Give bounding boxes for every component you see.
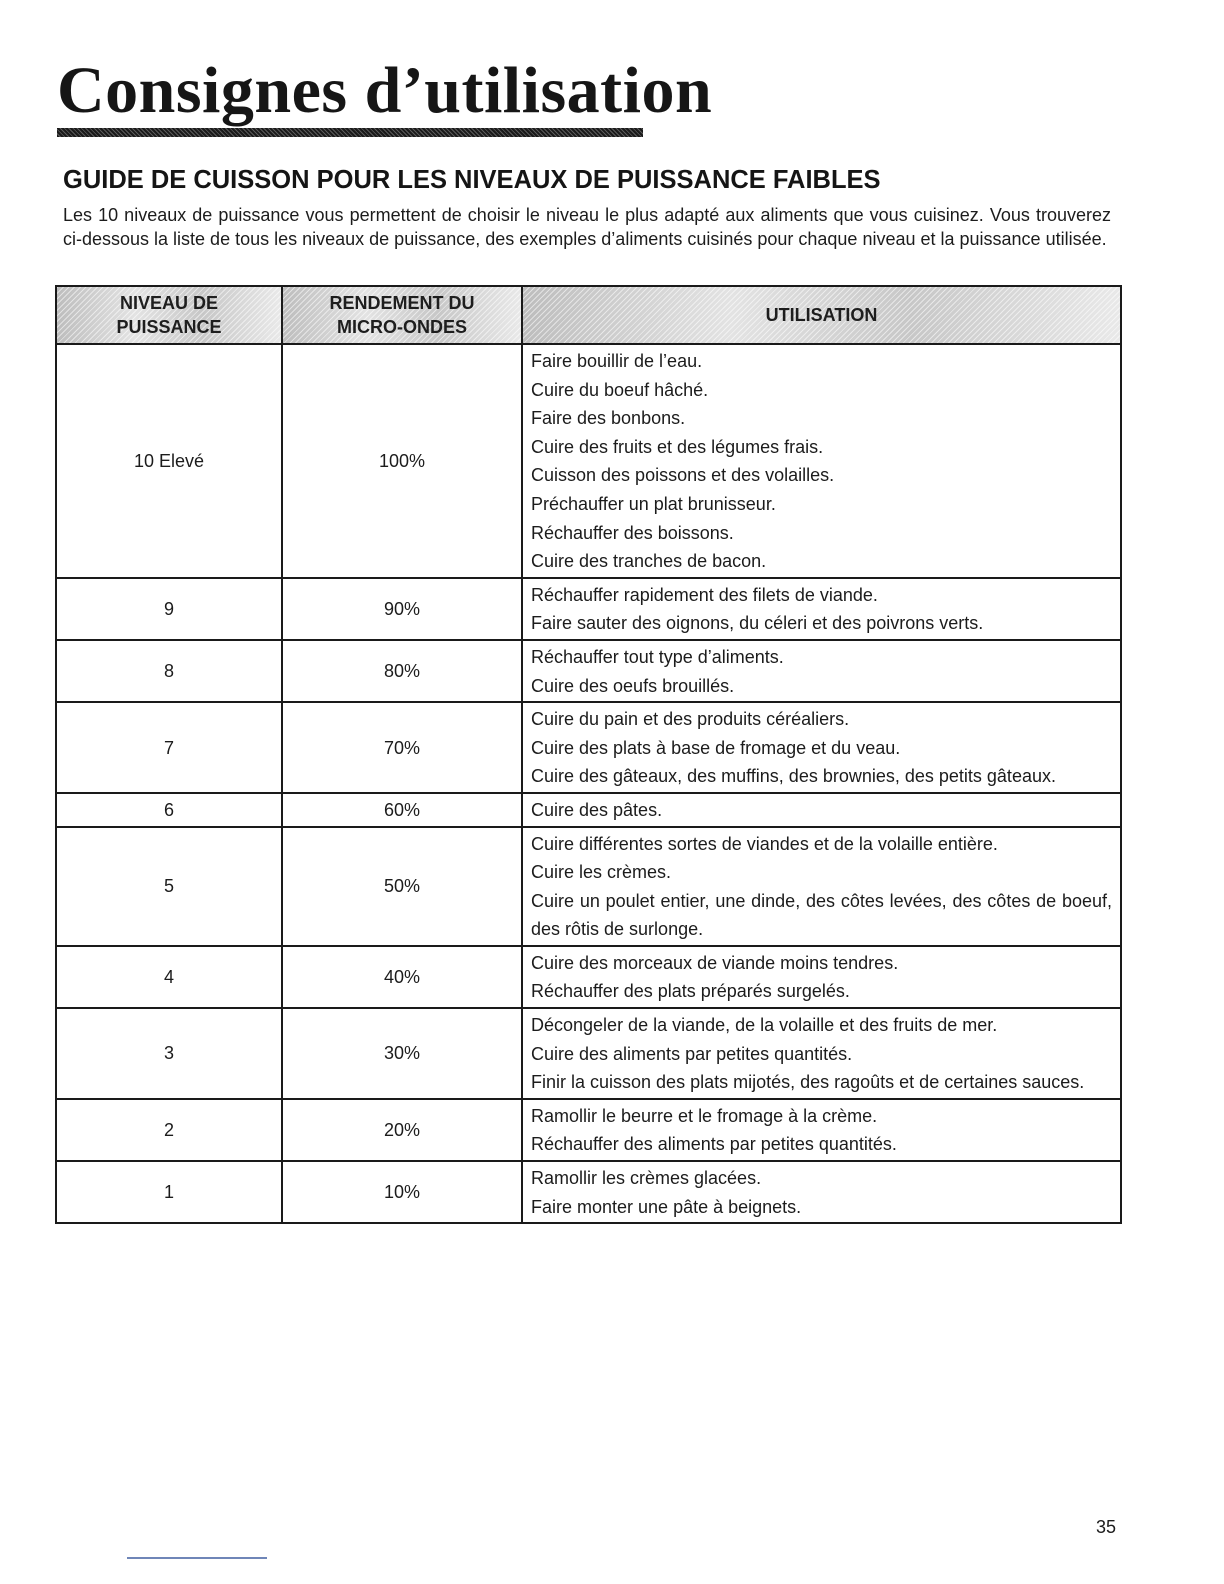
use-cell (522, 1008, 1121, 1099)
power-level-cell: 1 (56, 1161, 282, 1223)
microwave-output-cell: 20% (282, 1099, 522, 1161)
use-cell (522, 702, 1121, 793)
use-cell (522, 1099, 1121, 1161)
table-row (56, 578, 1121, 640)
use-item: Faire des bonbons. (531, 408, 686, 429)
use-item: Cuire les crèmes. (531, 862, 672, 883)
use-item: Cuire des plats à base de fromage et du veau. (531, 737, 901, 758)
table-row (56, 344, 1121, 578)
use-item: Réchauffer tout type d’aliments. (531, 646, 784, 667)
microwave-output-cell: 50% (282, 827, 522, 946)
power-level-cell: 10 Elevé (56, 344, 282, 578)
use-item: Ramollir le beurre et le fromage à la crème. (531, 1105, 878, 1126)
use-item: Cuire des fruits et des légumes frais. (531, 436, 824, 457)
use-cell (522, 344, 1121, 578)
header-power-level-line: NIVEAU DE (119, 293, 218, 313)
power-level-cell: 6 (56, 793, 282, 827)
microwave-output-cell: 10% (282, 1161, 522, 1223)
table-row (56, 640, 1121, 702)
use-cell (522, 793, 1121, 827)
use-item: Cuire des tranches de bacon. (531, 551, 767, 572)
table-header-row (56, 286, 1121, 344)
use-item: Cuire des aliments par petites quantités. (531, 1043, 853, 1064)
header-microwave-output-line: RENDEMENT DU (329, 293, 475, 313)
table-row (56, 793, 1121, 827)
table-row (56, 1008, 1121, 1099)
power-level-cell: 3 (56, 1008, 282, 1099)
table-row (56, 827, 1121, 946)
use-cell (522, 827, 1121, 946)
power-level-cell: 4 (56, 946, 282, 1008)
microwave-output-cell: 90% (282, 578, 522, 640)
table-row (56, 1099, 1121, 1161)
use-cell (522, 946, 1121, 1008)
footer-rule (127, 1557, 267, 1559)
table-row (56, 1161, 1121, 1223)
use-item: Cuire du boeuf hâché. (531, 379, 709, 400)
table-row (56, 702, 1121, 793)
use-item: Réchauffer des plats préparés surgelés. (531, 981, 850, 1002)
page-title: Consignes d’utilisation (57, 54, 713, 127)
title-underline (57, 128, 643, 137)
intro-paragraph: Les 10 niveaux de puissance vous permettent de choisir le niveau le plus adapté aux aliments que vous cuisinez. Vous trouverez ci-dessous la liste de tous les niveaux de puissance, des exemples d’aliments cuisinés pour chaque niveau et la puissance utilisée. (63, 205, 1111, 249)
microwave-output-cell: 60% (282, 793, 522, 827)
use-item: Préchauffer un plat brunisseur. (531, 493, 776, 514)
table-row (56, 946, 1121, 1008)
microwave-output-cell: 30% (282, 1008, 522, 1099)
section-heading: GUIDE DE CUISSON POUR LES NIVEAUX DE PUISSANCE FAIBLES (63, 166, 881, 194)
use-cell (522, 578, 1121, 640)
use-item: Cuisson des poissons et des volailles. (531, 465, 835, 486)
header-microwave-output-line: MICRO-ONDES (337, 317, 467, 337)
use-item: Ramollir les crèmes glacées. (531, 1168, 762, 1189)
use-item: Cuire des morceaux de viande moins tendres. (531, 952, 899, 973)
use-item: Faire bouillir de l’eau. (531, 351, 703, 371)
use-item: Faire sauter des oignons, du céleri et des poivrons verts. (531, 613, 984, 634)
use-item: Cuire des gâteaux, des muffins, des brownies, des petits gâteaux. (531, 766, 1056, 787)
header-use: UTILISATION (522, 286, 1121, 344)
power-level-cell: 9 (56, 578, 282, 640)
use-item: Cuire un poulet entier, une dinde, des côtes levées, des côtes de boeuf, des rôtis de surlonge. (531, 890, 1112, 940)
use-item: Faire monter une pâte à beignets. (531, 1196, 802, 1217)
use-item: Finir la cuisson des plats mijotés, des ragoûts et de certaines sauces. (531, 1072, 1085, 1093)
use-item: Cuire du pain et des produits céréaliers. (531, 709, 850, 730)
header-power-level (56, 286, 282, 344)
power-level-table (55, 285, 1122, 1224)
microwave-output-cell: 70% (282, 702, 522, 793)
use-item: Cuire des oeufs brouillés. (531, 675, 735, 696)
microwave-output-cell: 80% (282, 640, 522, 702)
power-level-cell: 5 (56, 827, 282, 946)
use-item: Réchauffer rapidement des filets de viande. (531, 584, 878, 605)
use-item: Réchauffer des aliments par petites quantités. (531, 1134, 897, 1155)
header-microwave-output (282, 286, 522, 344)
header-power-level-line: PUISSANCE (116, 317, 222, 337)
use-cell (522, 1161, 1121, 1223)
power-level-cell: 2 (56, 1099, 282, 1161)
use-item: Réchauffer des boissons. (531, 522, 734, 543)
power-level-cell: 7 (56, 702, 282, 793)
use-item: Cuire différentes sortes de viandes et de la volaille entière. (531, 833, 998, 854)
microwave-output-cell: 40% (282, 946, 522, 1008)
page-number: 35 (1096, 1517, 1117, 1537)
use-item: Décongeler de la viande, de la volaille et des fruits de mer. (531, 1015, 998, 1036)
use-item: Cuire des pâtes. (531, 799, 663, 820)
use-cell (522, 640, 1121, 702)
table-body (56, 344, 1121, 1223)
power-level-cell: 8 (56, 640, 282, 702)
microwave-output-cell: 100% (282, 344, 522, 578)
